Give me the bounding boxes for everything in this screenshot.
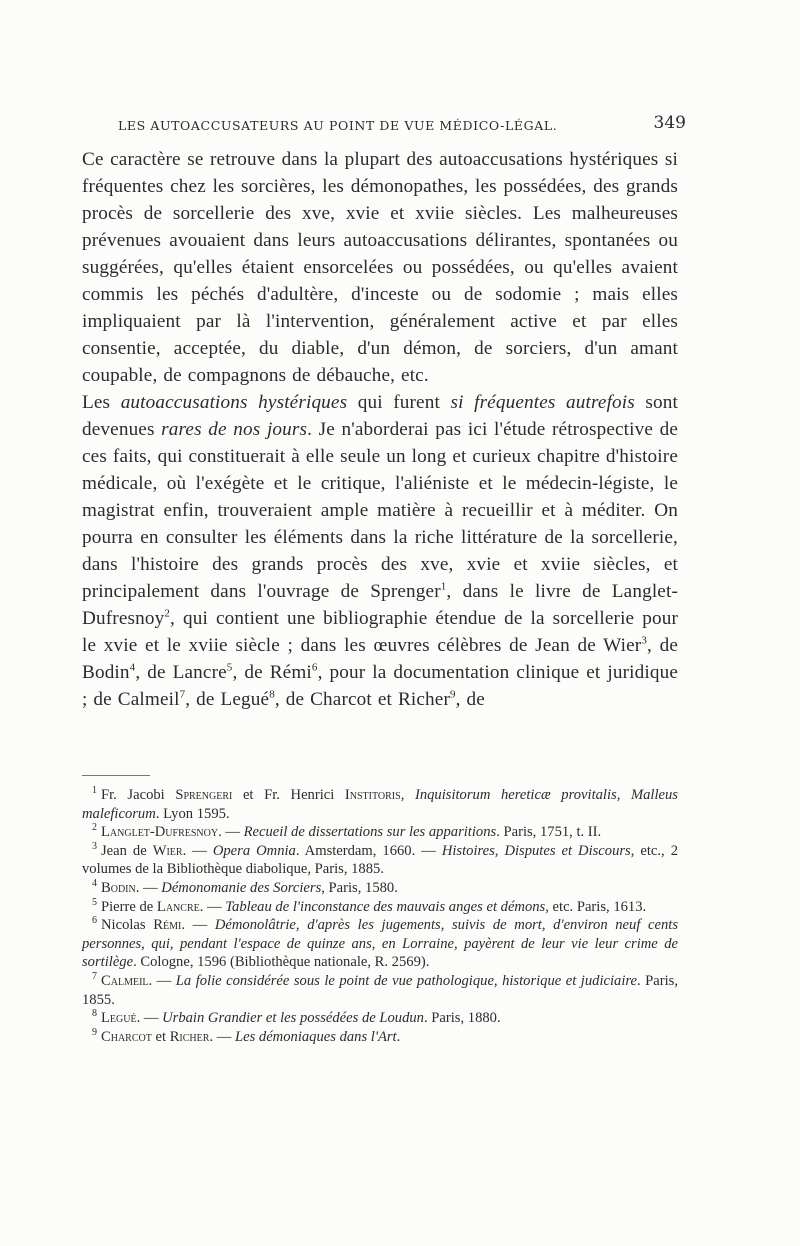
- footnote-ref: 8: [269, 688, 275, 701]
- fn-text: , etc. Paris, 1613.: [545, 898, 647, 915]
- fn-author: Langlet-Dufresnoy: [101, 824, 219, 841]
- footnote-2: [82, 823, 678, 842]
- footnote-number: 1: [92, 785, 97, 797]
- fn-author: Lancre: [156, 898, 200, 915]
- fn-text: Fr. Jacobi: [101, 787, 176, 803]
- fn-title: Histoires, Disputes et Discours: [441, 842, 631, 859]
- footnote-3: [82, 842, 678, 879]
- text-run: , de Lancre: [135, 662, 227, 683]
- text-run: , de Bodin: [82, 635, 678, 683]
- text-run: Les: [82, 392, 121, 413]
- fn-author: Bodin: [101, 879, 136, 896]
- fn-title: Urbain Grandier et les possédées de Loudun: [162, 1010, 424, 1027]
- fn-title: Inquisitorum hereticæ provitalis, Malleus maleficorum: [82, 787, 678, 822]
- fn-author: Institoris: [344, 787, 401, 803]
- fn-author: Legué: [101, 1010, 137, 1027]
- fn-text: et: [151, 1028, 170, 1045]
- footnotes: [82, 786, 678, 1046]
- fn-text: . Amsterdam, 1660. —: [295, 842, 442, 859]
- text-run: , dans le livre de Langlet-Dufresnoy: [82, 581, 678, 629]
- fn-text: Nicolas: [101, 917, 154, 934]
- footnote-7: [82, 972, 678, 1009]
- text-run: , pour la documentation clinique et juridique ; de Calmeil: [82, 662, 678, 710]
- fn-text: . Lyon 1595.: [155, 805, 230, 822]
- fn-text: et Fr. Henrici: [232, 787, 345, 803]
- text-run: , de Charcot et Richer: [274, 689, 450, 710]
- footnote-ref: 3: [641, 634, 647, 647]
- running-title: LES AUTOACCUSATEURS AU POINT DE VUE MÉDICO-LÉGAL.: [118, 118, 558, 133]
- fn-title: Démonomanie des Sorciers: [161, 879, 322, 896]
- fn-text: . Cologne, 1596 (Bibliothèque nationale, R. 2569).: [133, 954, 430, 971]
- footnote-ref: 1: [440, 580, 447, 593]
- paragraph-2: [82, 389, 678, 713]
- fn-title: Tableau de l'inconstance des mauvais anges et démons: [225, 898, 546, 915]
- fn-text: . —: [218, 824, 244, 841]
- fn-text: . —: [135, 879, 162, 896]
- fn-text: . Paris, 1880.: [423, 1010, 501, 1027]
- footnote-number: 8: [92, 1008, 97, 1020]
- fn-text: . Paris, 1855.: [82, 972, 679, 1008]
- fn-text: , Paris, 1580.: [321, 879, 398, 896]
- footnote-number: 6: [92, 915, 97, 927]
- main-text: [82, 146, 678, 713]
- footnote-9: [82, 1028, 678, 1047]
- fn-author: Wier: [152, 842, 183, 859]
- fn-text: , etc., 2 volumes de la Bibliothèque diabolique, Paris, 1885.: [82, 842, 678, 878]
- page-number: 349: [653, 113, 686, 133]
- fn-text: . Paris, 1751, t. II.: [496, 824, 602, 841]
- paragraph-1: Ce caractère se retrouve dans la plupart des autoaccusations hystériques si fréquentes chez les sorcières, les démonopathes, les possédées, des grands procès de sorcellerie des xve, xvie et xviie siècles. Les malheureuses prévenues avouaient dans leurs autoaccusations délirantes, spontanées ou suggérées, qu'elles étaient ensorcelées ou possédées, ou qu'elles avaient commis les péchés d'adultère, d'inceste ou de sodomie ; mais elles impliquaient par là l'intervention, généralement active et par elles consentie, acceptée, du diable, d'un démon, de sorciers, d'un amant coupable, de compagnons de débauche, etc.: [82, 149, 678, 386]
- footnote-ref: 6: [311, 661, 318, 674]
- footnote-8: [82, 1009, 678, 1028]
- footnote-ref: 7: [179, 688, 186, 701]
- footnote-number: 7: [92, 971, 97, 983]
- fn-text: . —: [136, 1010, 163, 1027]
- fn-text: . —: [182, 842, 213, 859]
- text-run: , de Legué: [185, 689, 270, 710]
- footnote-ref: 2: [164, 607, 171, 620]
- fn-title: Opera Omnia: [212, 842, 296, 859]
- text-run: , de Rémi: [232, 662, 312, 683]
- footnote-ref: 5: [226, 661, 233, 674]
- footnote-number: 9: [92, 1026, 97, 1038]
- footnote-ref: 9: [449, 688, 456, 701]
- fn-author: Sprengeri: [175, 787, 233, 803]
- footnote-5: [82, 898, 678, 917]
- fn-title: Les démoniaques dans l'Art: [234, 1028, 397, 1045]
- footnote-number: 4: [92, 878, 97, 890]
- italic-run: rares de nos jours: [161, 419, 308, 440]
- fn-text: Pierre de: [101, 898, 157, 915]
- fn-text: . —: [209, 1028, 235, 1045]
- fn-text: . —: [199, 898, 226, 915]
- text-run: qui furent: [347, 392, 451, 413]
- fn-text: ,: [400, 787, 415, 803]
- text-run: , de: [455, 689, 485, 710]
- text-run: sont devenues: [82, 392, 679, 440]
- fn-text: .: [396, 1028, 401, 1045]
- fn-text: . —: [148, 972, 176, 989]
- text-run: . Je n'aborderai pas ici l'étude rétrospective de ces faits, qui constituerait à elle seule un long et curieux chapitre d'histoire médicale, où l'exégète et le critique, l'aliéniste et le médecin-légiste, le magistrat enfin, trouveraient ample matière à recueillir et à méditer. On pourra en consulter les éléments dans la riche littérature de la sorcellerie, dans l'histoire des grands procès des xve, xvie et xviie siècles, et principalement dans l'ouvrage de Sprenger: [82, 419, 679, 602]
- italic-run: si fréquentes autrefois: [450, 392, 635, 413]
- footnote-6: [82, 916, 678, 972]
- fn-author: Rémi: [153, 917, 182, 934]
- footnote-number: 5: [92, 896, 97, 908]
- fn-title: Recueil de dissertations sur les apparitions: [243, 824, 497, 841]
- fn-text: . —: [181, 917, 215, 934]
- footnote-number: 2: [92, 822, 97, 834]
- fn-author: Richer: [169, 1028, 210, 1045]
- footnote-ref: 4: [129, 661, 136, 674]
- footnote-1: [82, 786, 678, 823]
- footnote-number: 3: [92, 840, 97, 852]
- page-header: [112, 113, 686, 138]
- italic-run: autoaccusations hystériques: [120, 392, 348, 413]
- footnote-divider: [82, 775, 150, 776]
- footnote-4: [82, 879, 678, 898]
- fn-title: La folie considérée sous le point de vue pathologique, historique et judiciaire: [175, 972, 638, 989]
- fn-title: Démonolâtrie, d'après les jugements, suivis de mort, d'environ neuf cents personnes, qui, pendant l'espace de quinze ans, en Lorraine, payèrent de leur vie leur crime de sortilège: [82, 917, 679, 971]
- text-run: , qui contient une bibliographie étendue de la sorcellerie pour le xvie et le xviie siècle ; dans les œuvres célèbres de Jean de Wier: [82, 608, 678, 656]
- fn-text: Jean de: [101, 842, 153, 859]
- fn-author: Calmeil: [101, 972, 149, 989]
- fn-author: Charcot: [101, 1028, 152, 1045]
